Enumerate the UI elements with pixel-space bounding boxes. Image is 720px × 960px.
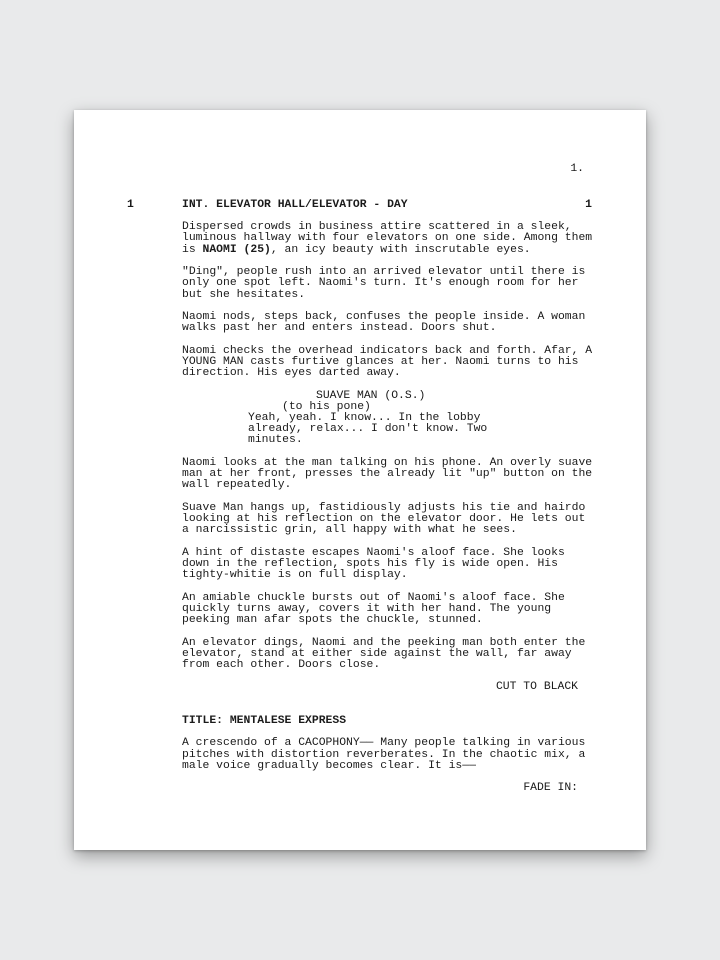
action-line: a narcissistic grin, all happy with what he sees. [182, 524, 517, 537]
action-paragraph [182, 222, 602, 256]
scene-number-right: 1 [585, 199, 592, 211]
dialogue-parenthetical: (to his pone) [282, 400, 371, 413]
dialogue-line: minutes. [248, 434, 303, 447]
action-line: Suave Man hangs up, fastidiously adjusts his tie and hairdo [182, 501, 586, 514]
scene-number-left: 1 [127, 199, 134, 211]
action-line: from each other. Doors close. [182, 658, 381, 671]
action-paragraph [182, 593, 602, 627]
action-line: YOUNG MAN casts furtive glances at her. Naomi turns to his [182, 355, 579, 368]
title-card: TITLE: MENTALESE EXPRESS [182, 715, 347, 728]
action-line: down in the reflection, spots his fly is wide open. His [182, 557, 558, 570]
action-paragraph [182, 312, 602, 334]
character-intro: NAOMI (25) [202, 243, 271, 256]
dialogue-line: Yeah, yeah. I know... In the lobby [248, 412, 481, 425]
action-line: only one spot left. Naomi's turn. It's enough room for her [182, 277, 579, 290]
action-line: wall repeatedly. [182, 479, 292, 492]
action-paragraph [182, 738, 602, 772]
action-line: An elevator dings, Naomi and the peeking man both enter the [182, 636, 586, 649]
action-line: An amiable chuckle bursts out of Naomi's aloof face. She [182, 591, 565, 604]
page-number: 1. [570, 163, 584, 175]
action-line: Naomi looks at the man talking on his phone. An overly suave [182, 456, 593, 469]
action-line: tighty-whitie is on full display. [182, 569, 408, 582]
action-line: peeking man afar spots the chuckle, stunned. [182, 614, 483, 627]
action-paragraph [182, 548, 602, 582]
action-line: quickly turns away, covers it with her hand. The young [182, 602, 552, 615]
action-line: Naomi nods, steps back, confuses the people inside. A woman [182, 311, 586, 324]
action-line: walks past her and enters instead. Doors shut. [182, 322, 497, 335]
action-paragraph [182, 638, 602, 672]
action-line: "Ding", people rush into an arrived elevator until there is [182, 266, 586, 279]
action-paragraph [182, 346, 602, 380]
action-line: A hint of distaste escapes Naomi's aloof face. She looks [182, 546, 565, 559]
action-line: male voice gradually becomes clear. It is—— [182, 759, 476, 772]
action-line-prefix: is [182, 243, 203, 256]
action-line: pitches with distortion reverberates. In the chaotic mix, a [182, 748, 586, 761]
action-line: luminous hallway with four elevators on one side. Among them [182, 232, 593, 245]
action-line: direction. His eyes darted away. [182, 367, 401, 380]
action-line: A crescendo of a CACOPHONY—— Many people talking in various [182, 737, 586, 750]
action-line: Dispersed crowds in business attire scattered in a sleek, [182, 221, 572, 234]
transition-cut-to-black: CUT TO BLACK [495, 681, 578, 694]
action-line-suffix: , an icy beauty with inscrutable eyes. [270, 243, 531, 256]
dialogue-text [182, 413, 602, 447]
action-line: Naomi checks the overhead indicators back and forth. Afar, A [182, 344, 593, 357]
scene-heading: INT. ELEVATOR HALL/ELEVATOR - DAY [182, 199, 408, 211]
action-line: looking at his reflection on the elevator door. He lets out [182, 513, 586, 526]
script-page [74, 110, 646, 850]
action-line: elevator, stand at either side against the wall, far away [182, 647, 572, 660]
dialogue-character: SUAVE MAN (O.S.) [316, 389, 426, 402]
action-paragraph [182, 267, 602, 301]
action-line: man at her front, presses the already lit "up" button on the [182, 468, 593, 481]
script-content [182, 200, 602, 795]
transition-fade-in: FADE IN: [523, 782, 578, 795]
dialogue-line: already, relax... I don't know. Two [248, 423, 488, 436]
action-line: but she hesitates. [182, 288, 306, 301]
action-paragraph [182, 503, 602, 537]
action-paragraph [182, 458, 602, 492]
